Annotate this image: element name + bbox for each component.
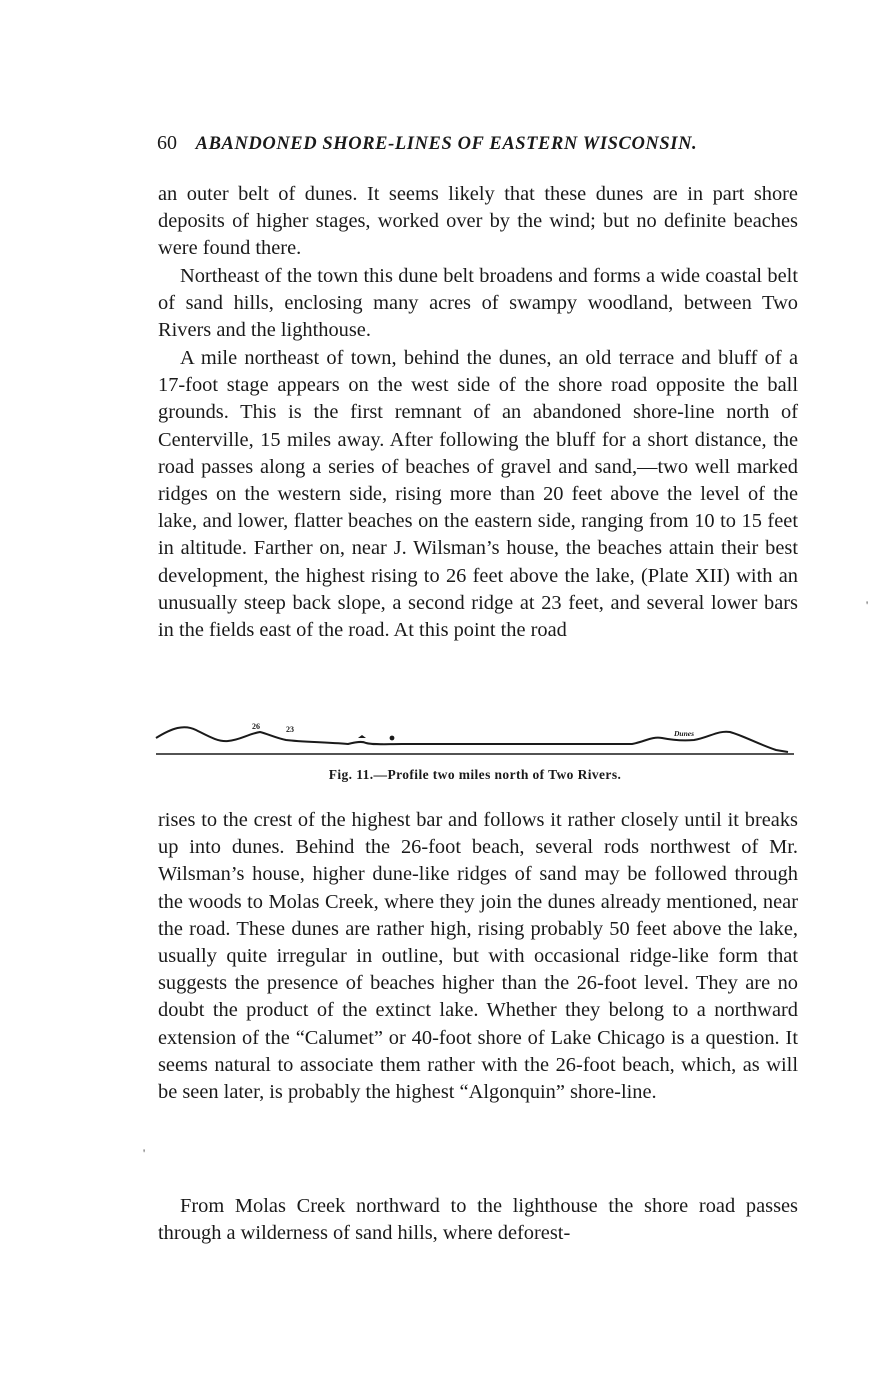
label-23: 23 bbox=[286, 725, 294, 734]
running-header bbox=[157, 128, 797, 158]
margin-mark: ' bbox=[143, 1146, 146, 1160]
page-number: 60 bbox=[157, 132, 177, 154]
label-26: 26 bbox=[252, 722, 260, 731]
bar-marker-1 bbox=[358, 735, 366, 738]
paragraph-4: rises to the crest of the highest bar and follows it rather closely until it breaks up into dunes. Behind the 26-foot beach, several rods northwest of Mr. Wilsman’s house, higher dune-like ridges of sand may be followed through the woods to Molas Creek, where they join the dunes already mentioned, near the road. These dunes are rather high, rising probably 50 feet above the lake, usually quite irregular in outline, but with occasional ridge-like form that suggests the presence of beaches higher than the 26-foot level. They are no doubt the product of the extinct lake. Whether they belong to a northward extension of the “Calumet” or 40-foot shore of Lake Chicago is a question. It seems natural to associate them rather with the 26-foot beach, which, as will be seen later, is probably the highest “Algonquin” shore-line. bbox=[158, 809, 798, 1104]
figure-caption: Fig. 11.—Profile two miles north of Two Rivers. bbox=[328, 767, 622, 782]
paragraph-2: Northeast of the town this dune belt broadens and forms a wide coastal belt of sand hills, enclosing many acres of swampy woodland, between Two Rivers and the lighthouse. bbox=[158, 265, 798, 342]
margin-mark: ' bbox=[866, 598, 869, 612]
bar-marker-2 bbox=[390, 736, 395, 741]
label-dunes: Dunes bbox=[674, 729, 695, 738]
profile-figure bbox=[152, 716, 798, 762]
profile-diagram bbox=[152, 716, 798, 762]
paragraph-1: an outer belt of dunes. It seems likely that these dunes are in part shore deposits of higher stages, worked over by the wind; but no definite beaches were found there. bbox=[158, 183, 798, 260]
paragraph-5: From Molas Creek northward to the lighthouse the shore road passes through a wilderness of sand hills, where deforest- bbox=[158, 1195, 798, 1245]
paragraph-3: A mile northeast of town, behind the dunes, an old terrace and bluff of a 17-foot stage appears on the west side of the shore road opposite the ball grounds. This is the first remnant of an abandoned shore-line north of Centerville, 15 miles away. After following the bluff for a short distance, the road passes along a series of beaches of gravel and sand,—two well marked ridges on the western side, rising more than 20 feet above the level of the lake, and lower, flatter beaches on the eastern side, ranging from 10 to 15 feet in altitude. Farther on, near J. Wilsman’s house, the beaches attain their best development, the highest rising to 26 feet above the lake, (Plate XII) with an unusually steep back slope, a second ridge at 23 feet, and several lower bars in the fields east of the road. At this point the road bbox=[158, 347, 798, 642]
running-title: ABANDONED SHORE-LINES OF EASTERN WISCONSIN. bbox=[195, 134, 698, 154]
